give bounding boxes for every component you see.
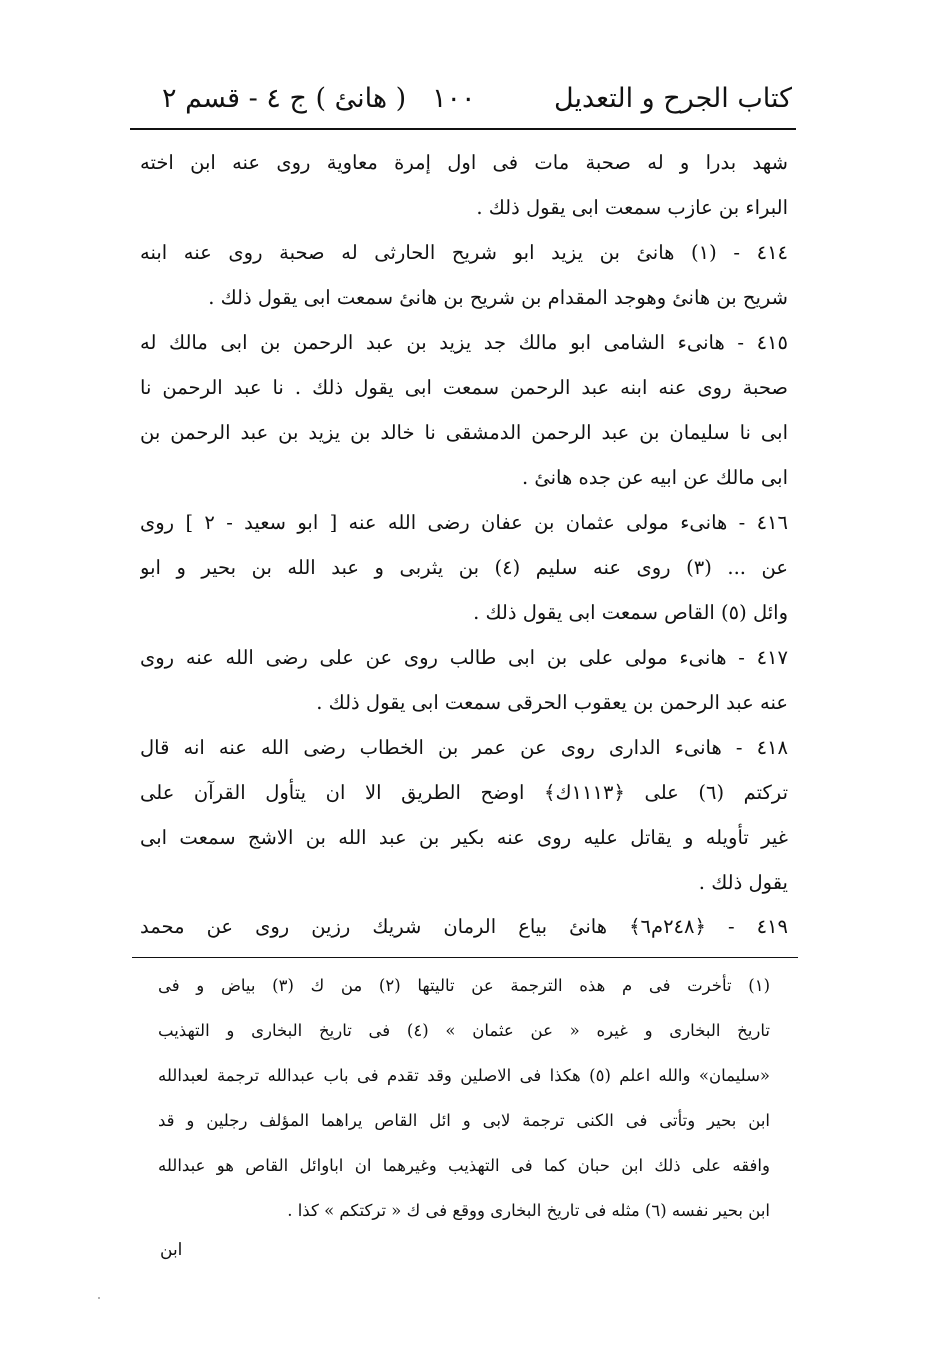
text-line: شريح بن هانئ وهوجد المقدام بن شريح بن هانئ سمعت ابى يقول ذلك . bbox=[208, 286, 788, 309]
entry-419: ٤١٩ - ﴿٢٤٨م٦﴾ هانئ بياع الرمان شريك رزين روى عن محمد bbox=[140, 915, 788, 938]
text-line: ابى نا سليمان بن عبد الرحمن الدمشقى نا خالد بن يزيد بن عبد الرحمن بن bbox=[140, 421, 788, 444]
footnote-line: ابن بحير نفسه (٦) مثله فى تاريخ البخارى ووقع فى ك « تركتكم » كذا . bbox=[287, 1201, 770, 1220]
footnote-rule bbox=[132, 957, 798, 958]
text-line: عنه عبد الرحمن بن يعقوب الحرقى سمعت ابى يقول ذلك . bbox=[316, 691, 788, 714]
running-header bbox=[132, 74, 792, 124]
text-line: تركتم (٦) على ﴿١١١٣ك﴾ اوضح الطريق الا ان يتأول القرآن على bbox=[140, 781, 788, 804]
book-title: كتاب الجرح و التعديل bbox=[554, 83, 792, 114]
entry-414: ٤١٤ - (١) هانئ بن يزيد ابو شريح الحارثى له صحبة روى عنه ابنه bbox=[140, 241, 788, 264]
footnote-line: ابن بحير وتأتى فى الكنى ترجمة لابى و ائل القاص يراهما المؤلف رجلين و قد bbox=[158, 1111, 770, 1130]
text-line: عن ... (٣) روى عنه سليم (٤) بن يثربى و عبد الله بن بحير و ابو bbox=[140, 556, 788, 579]
entry-415: ٤١٥ - هانىء الشامى ابو مالك جد يزيد بن عبد الرحمن بن ابى مالك له bbox=[140, 331, 788, 354]
footnote-line: تاريخ البخارى و غيره « عن عثمان » (٤) فى تاريخ البخارى و التهذيب bbox=[158, 1021, 770, 1040]
footnotes bbox=[158, 963, 770, 1233]
text-line: صحبة روى عنه ابنه عبد الرحمن سمعت ابى يقول ذلك . نا عبد الرحمن نا bbox=[140, 376, 788, 399]
footnote-line: وافقه على ذلك ابن حبان كما فى التهذيب وغيرهما ان اباوائل القاص هو عبدالله bbox=[158, 1156, 770, 1175]
text-line: وائل (٥) القاص سمعت ابى يقول ذلك . bbox=[473, 601, 788, 624]
scan-speck bbox=[98, 1297, 100, 1299]
entry-416: ٤١٦ - هانىء مولى عثمان بن عفان رضى الله عنه [ ابو سعيد - ٢ ] روى bbox=[140, 511, 788, 534]
catchword: ابن bbox=[160, 1240, 183, 1260]
footnote-line: (١) تأخرت فى م هذه الترجمة عن تاليتها (٢) من ك (٣) بياض و فى bbox=[158, 976, 770, 995]
page-number: ١٠٠ bbox=[432, 83, 476, 114]
entry-417: ٤١٧ - هانىء مولى على بن ابى طالب روى عن على رضى الله عنه روى bbox=[140, 646, 788, 669]
text-line: يقول ذلك . bbox=[698, 871, 788, 894]
text-line: غير تأويله و يقاتل عليه روى عنه بكير بن عبد الله بن الاشج سمعت ابى bbox=[140, 826, 788, 849]
text-line: شهد بدرا و له صحبة مات فى اول إمرة معاوية روى عنه ابن اخته bbox=[140, 151, 788, 174]
text-line: ابى مالك عن ابيه عن جده هانئ . bbox=[521, 466, 788, 489]
header-rule bbox=[130, 128, 796, 130]
main-text bbox=[140, 140, 788, 949]
footnote-line: «سليمان» والله اعلم (٥) هكذا فى الاصلين وقد تقدم فى باب عبدالله ترجمة لعبدالله bbox=[158, 1066, 770, 1085]
entry-418: ٤١٨ - هانىء الدارى روى عن عمر بن الخطاب رضى الله عنه انه قال bbox=[140, 736, 788, 759]
volume-part: ( هانئ ) ج ٤ - قسم ٢ bbox=[162, 83, 407, 114]
text-line: البراء بن عازب سمعت ابى يقول ذلك . bbox=[476, 196, 788, 219]
